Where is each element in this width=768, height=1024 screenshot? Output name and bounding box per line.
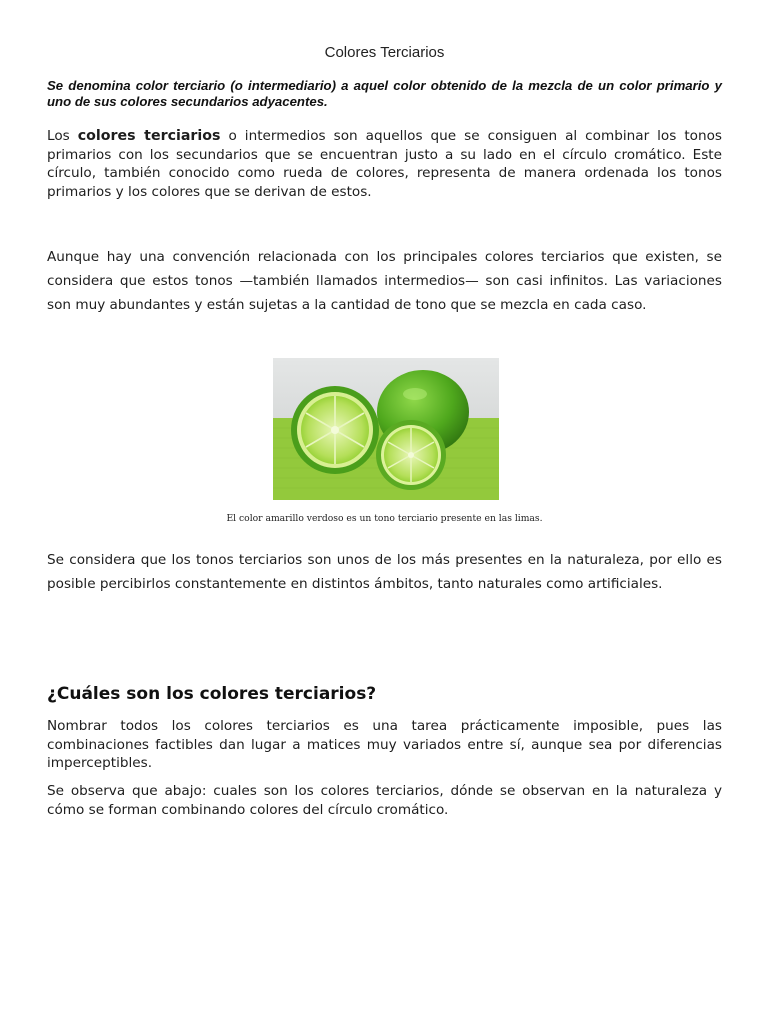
paragraph-1-prefix: Los xyxy=(47,128,78,144)
limes-illustration xyxy=(273,358,499,500)
document-title: Colores Terciarios xyxy=(324,44,445,61)
paragraph-5: Se observa que abajo: cuales son los colores terciarios, dónde se observan en la naturaleza y cómo se forman combinando colores del círculo cromático. xyxy=(47,783,722,818)
lead-paragraph: Se denomina color terciario (o intermediario) a aquel color obtenido de la mezcla de un color primario y uno de sus colores secundarios adyacentes. xyxy=(47,78,722,109)
paragraph-2: Aunque hay una convención relacionada con los principales colores terciarios que existen, se considera que estos tonos —también llamados intermedios— son casi infinitos. Las variaciones son muy abundantes y están sujetas a la cantidad de tono que se mezcla en cada caso. xyxy=(47,249,722,313)
paragraph-1-rest: o intermedios son aquellos que se consiguen al combinar los tonos primarios con los secundarios que se encuentran justo a su lado en el círculo cromático. Este círculo, también conocido como rueda de colores, representa de manera ordenada los tonos primarios y los colores que se derivan de estos. xyxy=(47,128,722,200)
paragraph-3: Se considera que los tonos terciarios son unos de los más presentes en la naturaleza, por ello es posible percibirlos constantemente en distintos ámbitos, tanto naturales como artificiales. xyxy=(47,552,722,592)
section-heading: ¿Cuáles son los colores terciarios? xyxy=(47,684,377,704)
paragraph-1-bold: colores terciarios xyxy=(77,128,221,144)
paragraph-4: Nombrar todos los colores terciarios es una tarea prácticamente imposible, pues las combinaciones factibles dan lugar a matices muy variados entre sí, aunque sea por diferencias imperceptibles. xyxy=(47,718,722,771)
limes-photo xyxy=(273,358,499,500)
paragraph-1 xyxy=(47,127,722,201)
image-caption: El color amarillo verdoso es un tono terciario presente en las limas. xyxy=(226,513,543,524)
